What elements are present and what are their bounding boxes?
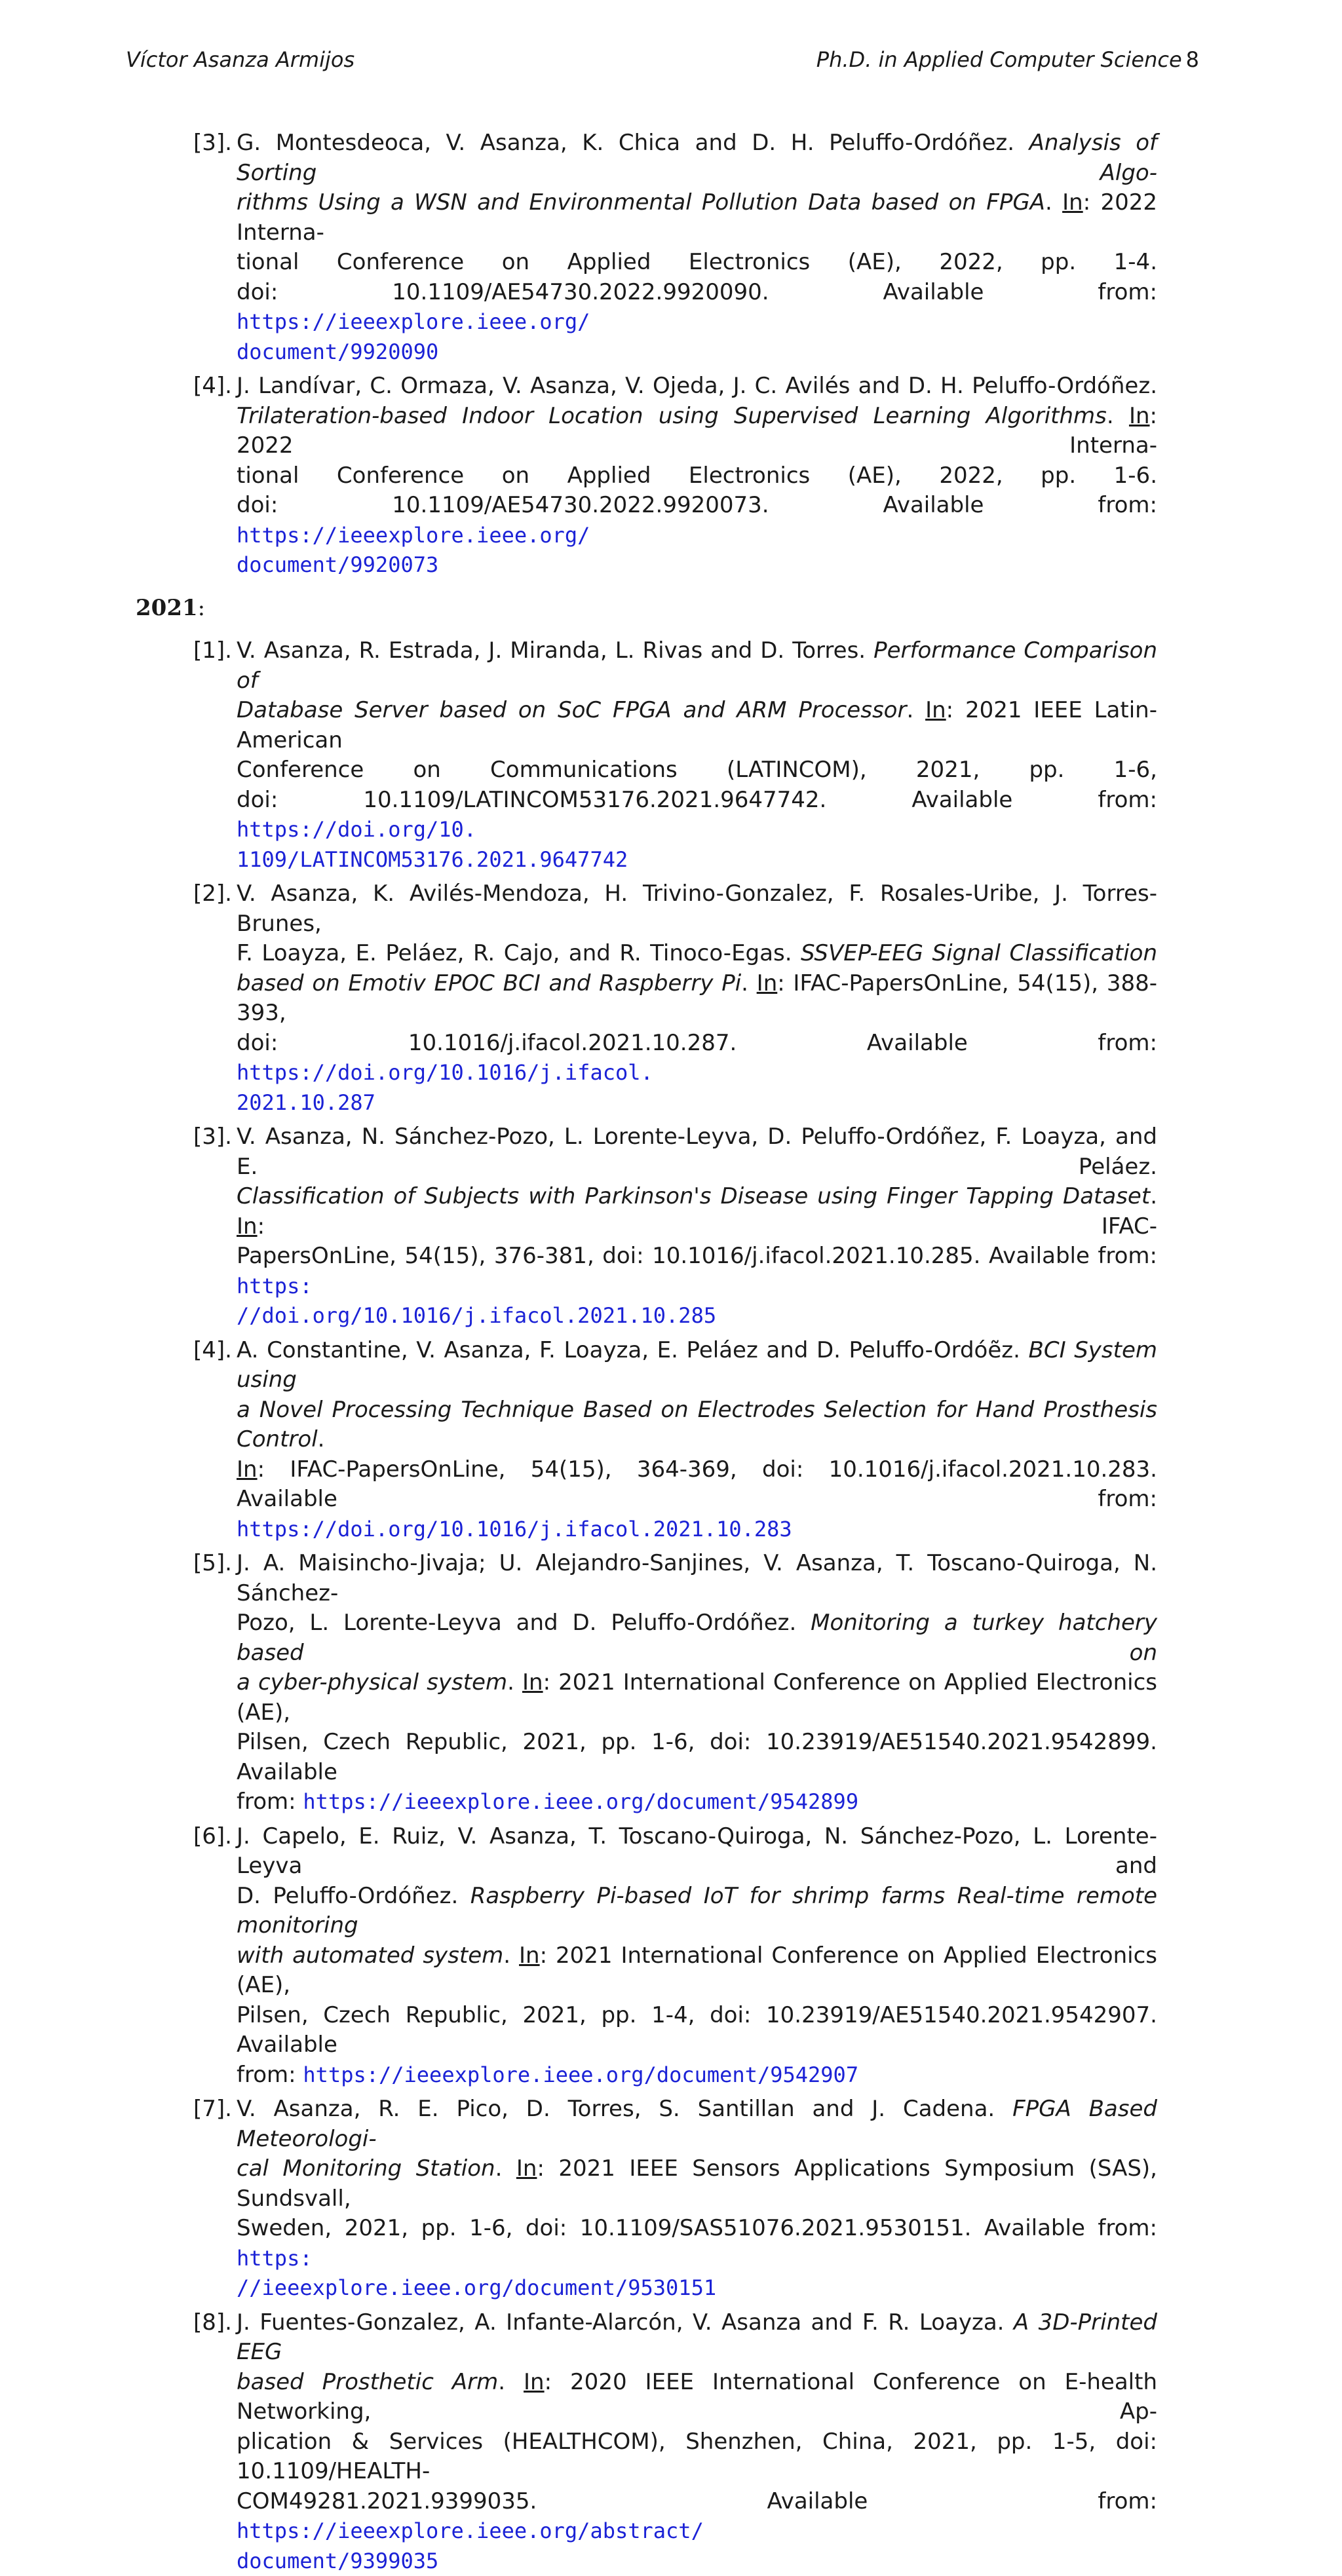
paper-link[interactable]: https://ieeexplore.ieee.org/abstract/ — [237, 2518, 704, 2543]
paper-title: SSVEP-EEG Signal Classification — [801, 940, 1157, 966]
entry-line — [237, 128, 1157, 188]
paper-link[interactable]: https: — [237, 1274, 313, 1298]
paper-link[interactable]: https: — [237, 2246, 313, 2271]
entry-line — [237, 550, 1157, 580]
paper-link[interactable]: document/9920090 — [237, 339, 438, 364]
entry-line — [237, 2214, 1157, 2273]
paper-title: a cyber-physical system — [237, 1669, 507, 1695]
citation-text: . — [498, 2369, 524, 2395]
paper-title: cal Monitoring Station — [237, 2155, 495, 2182]
in-label: In — [524, 2369, 545, 2395]
publication-entry — [237, 2094, 1157, 2303]
entry-line — [237, 461, 1157, 491]
entry-number: [4]. — [193, 371, 232, 402]
in-label: In — [522, 1669, 543, 1695]
citation-text: . — [1045, 189, 1062, 216]
paper-title: based on Emotiv EPOC BCI and Raspberry Pi — [237, 970, 741, 996]
publication-list — [0, 128, 1342, 2576]
header-right — [816, 47, 1199, 72]
publication-entry — [237, 2308, 1157, 2576]
paper-title: based Prosthetic Arm — [237, 2369, 498, 2395]
citation-text: doi: 10.1109/AE54730.2022.9920073. Available from: — [237, 492, 1157, 518]
citation-text: Pilsen, Czech Republic, 2021, pp. 1-4, doi: 10.23919/AE51540.2021.9542907. Available — [237, 2002, 1157, 2058]
in-label: In — [237, 1456, 258, 1483]
paper-title: Raspberry Pi-based IoT for shrimp farms Real-time remote monitoring — [237, 1883, 1157, 1939]
entry-number: [6]. — [193, 1822, 232, 1852]
entry-line — [237, 278, 1157, 337]
publication-entry — [237, 1122, 1157, 1331]
publication-entry — [237, 1822, 1157, 2091]
citation-text: . — [741, 970, 757, 996]
citation-text: : 2021 International Conference on Applied Electronics (AE), — [237, 1669, 1157, 1726]
in-label: In — [516, 2155, 537, 2182]
paper-link[interactable]: 2021.10.287 — [237, 1090, 375, 1115]
entry-number: [5]. — [193, 1549, 232, 1579]
author-name: Víctor Asanza Armijos — [126, 47, 355, 72]
year-label: 2021 — [136, 595, 198, 621]
entry-line — [237, 2547, 1157, 2576]
citation-text: A. Constantine, V. Asanza, F. Loayza, E. Peláez and D. Peluffo-Ordóẽz. — [237, 1337, 1029, 1363]
entry-line — [237, 939, 1157, 969]
entry-line — [237, 969, 1157, 1029]
entry-line — [237, 1787, 1157, 1817]
citation-text: . — [1107, 403, 1129, 429]
entry-number: [1]. — [193, 636, 232, 666]
citation-text: : IFAC-PapersOnLine, 54(15), 388-393, — [237, 970, 1157, 1027]
paper-link[interactable]: https://doi.org/10. — [237, 817, 476, 842]
citation-text: J. Fuentes-Gonzalez, A. Infante-Alarcón, V. Asanza and F. R. Loayza. — [237, 2309, 1014, 2336]
entry-line — [237, 786, 1157, 845]
citation-text: doi: 10.1109/LATINCOM53176.2021.9647742. Available from: — [237, 787, 1157, 813]
citation-text: : 2022 Interna- — [237, 403, 1157, 459]
entry-line — [237, 2487, 1157, 2547]
entry-line — [237, 1668, 1157, 1728]
paper-title: Performance Comparison of — [237, 637, 1157, 694]
citation-text: from: — [237, 1789, 303, 1815]
citation-text: . — [1150, 1183, 1157, 1209]
entry-line — [237, 1122, 1157, 1182]
paper-link[interactable]: https://doi.org/10.1016/j.ifacol. — [237, 1060, 653, 1085]
paper-title: BCI System using — [237, 1337, 1157, 1393]
citation-text: V. Asanza, K. Avilés-Mendoza, H. Trivino-Gonzalez, F. Rosales-Uribe, J. Torres-Brunes, — [237, 881, 1157, 937]
entry-line — [237, 2308, 1157, 2368]
paper-title: Analysis of Sorting Algo- — [237, 130, 1157, 186]
entry-line — [237, 755, 1157, 786]
paper-link[interactable]: //ieeexplore.ieee.org/document/9530151 — [237, 2275, 716, 2300]
entry-number: [4]. — [193, 1336, 232, 1366]
publication-entry — [237, 128, 1157, 367]
citation-text: doi: 10.1109/AE54730.2022.9920090. Available from: — [237, 279, 1157, 305]
entry-line — [237, 1336, 1157, 1395]
entry-line — [237, 2273, 1157, 2303]
entry-line — [237, 1241, 1157, 1301]
entry-number: [7]. — [193, 2094, 232, 2125]
publication-entry — [237, 1336, 1157, 1545]
entry-line — [237, 248, 1157, 278]
entry-line — [237, 1301, 1157, 1331]
entry-line — [237, 696, 1157, 755]
citation-text: Conference on Communications (LATINCOM), 2021, pp. 1-6, — [237, 757, 1157, 783]
entry-line — [237, 188, 1157, 248]
publication-entry — [237, 879, 1157, 1118]
entry-line — [237, 2368, 1157, 2427]
citation-text: J. A. Maisincho-Jivaja; U. Alejandro-Sanjines, V. Asanza, T. Toscano-Quiroga, N. Sánchez- — [237, 1550, 1157, 1606]
entry-line — [237, 337, 1157, 368]
entry-line — [237, 2060, 1157, 2091]
entry-line — [237, 1182, 1157, 1241]
paper-title: Database Server based on SoC FPGA and ARM Processor — [237, 697, 906, 723]
publication-entry — [237, 371, 1157, 580]
page-header — [126, 47, 1199, 72]
citation-text: : 2021 International Conference on Applied Electronics (AE), — [237, 1942, 1157, 1999]
citation-text: COM49281.2021.9399035. Available from: — [237, 2488, 1157, 2514]
entry-line — [237, 1395, 1157, 1455]
entry-line — [237, 2001, 1157, 2060]
entry-line — [237, 1455, 1157, 1515]
paper-link[interactable]: https://ieeexplore.ieee.org/document/9542907 — [303, 2062, 858, 2087]
paper-link[interactable]: https://ieeexplore.ieee.org/document/9542899 — [303, 1789, 858, 1814]
in-label: In — [519, 1942, 540, 1969]
publication-entry — [237, 1549, 1157, 1817]
entry-line — [237, 845, 1157, 875]
paper-title: Trilateration-based Indoor Location using Supervised Learning Algorithms — [237, 403, 1107, 429]
in-label: In — [1129, 403, 1150, 429]
citation-text: : IFAC- — [258, 1213, 1157, 1240]
citation-text: from: — [237, 2062, 303, 2088]
citation-text: tional Conference on Applied Electronics (AE), 2022, pp. 1-6. — [237, 463, 1157, 489]
paper-title: Monitoring a turkey hatchery based on — [237, 1610, 1157, 1666]
entry-line — [237, 1882, 1157, 1941]
publication-entry — [237, 636, 1157, 875]
citation-text: . — [318, 1426, 325, 1452]
in-label: In — [237, 1213, 258, 1240]
entry-line — [237, 1608, 1157, 1668]
entry-number: [3]. — [193, 1122, 232, 1152]
entry-line — [237, 2094, 1157, 2154]
citation-text: D. Peluffo-Ordóñez. — [237, 1883, 470, 1909]
citation-text: doi: 10.1016/j.ifacol.2021.10.287. Available from: — [237, 1030, 1157, 1056]
paper-link[interactable]: 1109/LATINCOM53176.2021.9647742 — [237, 847, 628, 872]
paper-title: a Novel Processing Technique Based on Electrodes Selection for Hand Prosthesis Control — [237, 1397, 1157, 1453]
entry-line — [237, 1088, 1157, 1118]
entry-line — [237, 2154, 1157, 2214]
paper-link[interactable]: //doi.org/10.1016/j.ifacol.2021.10.285 — [237, 1303, 716, 1328]
citation-text: : 2021 IEEE Latin-American — [237, 697, 1157, 753]
paper-link[interactable]: https://ieeexplore.ieee.org/ — [237, 523, 590, 548]
entry-line — [237, 636, 1157, 696]
citation-text: : 2022 Interna- — [237, 189, 1157, 246]
entry-number: [3]. — [193, 128, 232, 159]
year-heading: 2021: — [136, 594, 1342, 624]
citation-text: G. Montesdeoca, V. Asanza, K. Chica and D. H. Peluffo-Ordóñez. — [237, 130, 1029, 156]
entry-number: [2]. — [193, 879, 232, 909]
citation-text: plication & Services (HEALTHCOM), Shenzhen, China, 2021, pp. 1-5, doi: 10.1109/HEALTH- — [237, 2429, 1157, 2485]
citation-text: Pozo, L. Lorente-Leyva and D. Peluffo-Ordóñez. — [237, 1610, 811, 1636]
entry-number: [8]. — [193, 2308, 232, 2338]
paper-link[interactable]: document/9920073 — [237, 552, 438, 577]
entry-line — [237, 1549, 1157, 1608]
entry-line — [237, 2427, 1157, 2487]
paper-link[interactable]: https://ieeexplore.ieee.org/ — [237, 309, 590, 334]
citation-text: J. Capelo, E. Ruiz, V. Asanza, T. Toscano-Quiroga, N. Sánchez-Pozo, L. Lorente-Leyva and — [237, 1823, 1157, 1880]
entry-line — [237, 1728, 1157, 1787]
entry-line — [237, 491, 1157, 550]
citation-text: J. Landívar, C. Ormaza, V. Asanza, V. Ojeda, J. C. Avilés and D. H. Peluffo-Ordóñez. — [237, 373, 1157, 399]
paper-title: A 3D-Printed EEG — [237, 2309, 1157, 2366]
page-number: 8 — [1186, 47, 1199, 72]
paper-title: with automated system — [237, 1942, 503, 1969]
entry-line — [237, 402, 1157, 461]
citation-text: PapersOnLine, 54(15), 376-381, doi: 10.1016/j.ifacol.2021.10.285. Available from: — [237, 1243, 1157, 1269]
citation-text: : 2021 IEEE Sensors Applications Symposium (SAS), Sundsvall, — [237, 2155, 1157, 2212]
citation-text: : IFAC-PapersOnLine, 54(15), 364-369, doi: 10.1016/j.ifacol.2021.10.283. Available from: — [237, 1456, 1157, 1513]
citation-text: tional Conference on Applied Electronics (AE), 2022, pp. 1-4. — [237, 249, 1157, 275]
paper-title: Classification of Subjects with Parkinson's Disease using Finger Tapping Dataset — [237, 1183, 1150, 1209]
in-label: In — [1062, 189, 1083, 216]
in-label: In — [925, 697, 946, 723]
citation-text: Pilsen, Czech Republic, 2021, pp. 1-6, doi: 10.23919/AE51540.2021.9542899. Available — [237, 1729, 1157, 1785]
citation-text: . — [507, 1669, 522, 1695]
citation-text: . — [503, 1942, 519, 1969]
citation-text: V. Asanza, R. E. Pico, D. Torres, S. Santillan and J. Cadena. — [237, 2096, 1012, 2122]
entry-line — [237, 1029, 1157, 1088]
citation-text: . — [495, 2155, 516, 2182]
citation-text: . — [906, 697, 925, 723]
citation-text: : 2020 IEEE International Conference on E-health Networking, Ap- — [237, 2369, 1157, 2425]
degree-title: Ph.D. in Applied Computer Science — [816, 47, 1182, 72]
entry-line — [237, 879, 1157, 939]
citation-text: V. Asanza, R. Estrada, J. Miranda, L. Rivas and D. Torres. — [237, 637, 873, 664]
citation-text: V. Asanza, N. Sánchez-Pozo, L. Lorente-Leyva, D. Peluffo-Ordóñez, F. Loayza, and E. Peláez. — [237, 1124, 1157, 1180]
entry-line — [237, 1941, 1157, 2001]
entry-line — [237, 371, 1157, 402]
in-label: In — [757, 970, 778, 996]
entry-line — [237, 1822, 1157, 1882]
paper-title: FPGA Based Meteorologi- — [237, 2096, 1157, 2152]
paper-link[interactable]: document/9399035 — [237, 2548, 438, 2573]
paper-link[interactable]: https://doi.org/10.1016/j.ifacol.2021.10.283 — [237, 1517, 792, 1542]
entry-line — [237, 1515, 1157, 1545]
citation-text: F. Loayza, E. Peláez, R. Cajo, and R. Tinoco-Egas. — [237, 940, 801, 966]
paper-title: rithms Using a WSN and Environmental Pollution Data based on FPGA — [237, 189, 1045, 216]
citation-text: Sweden, 2021, pp. 1-6, doi: 10.1109/SAS51076.2021.9530151. Available from: — [237, 2215, 1157, 2241]
